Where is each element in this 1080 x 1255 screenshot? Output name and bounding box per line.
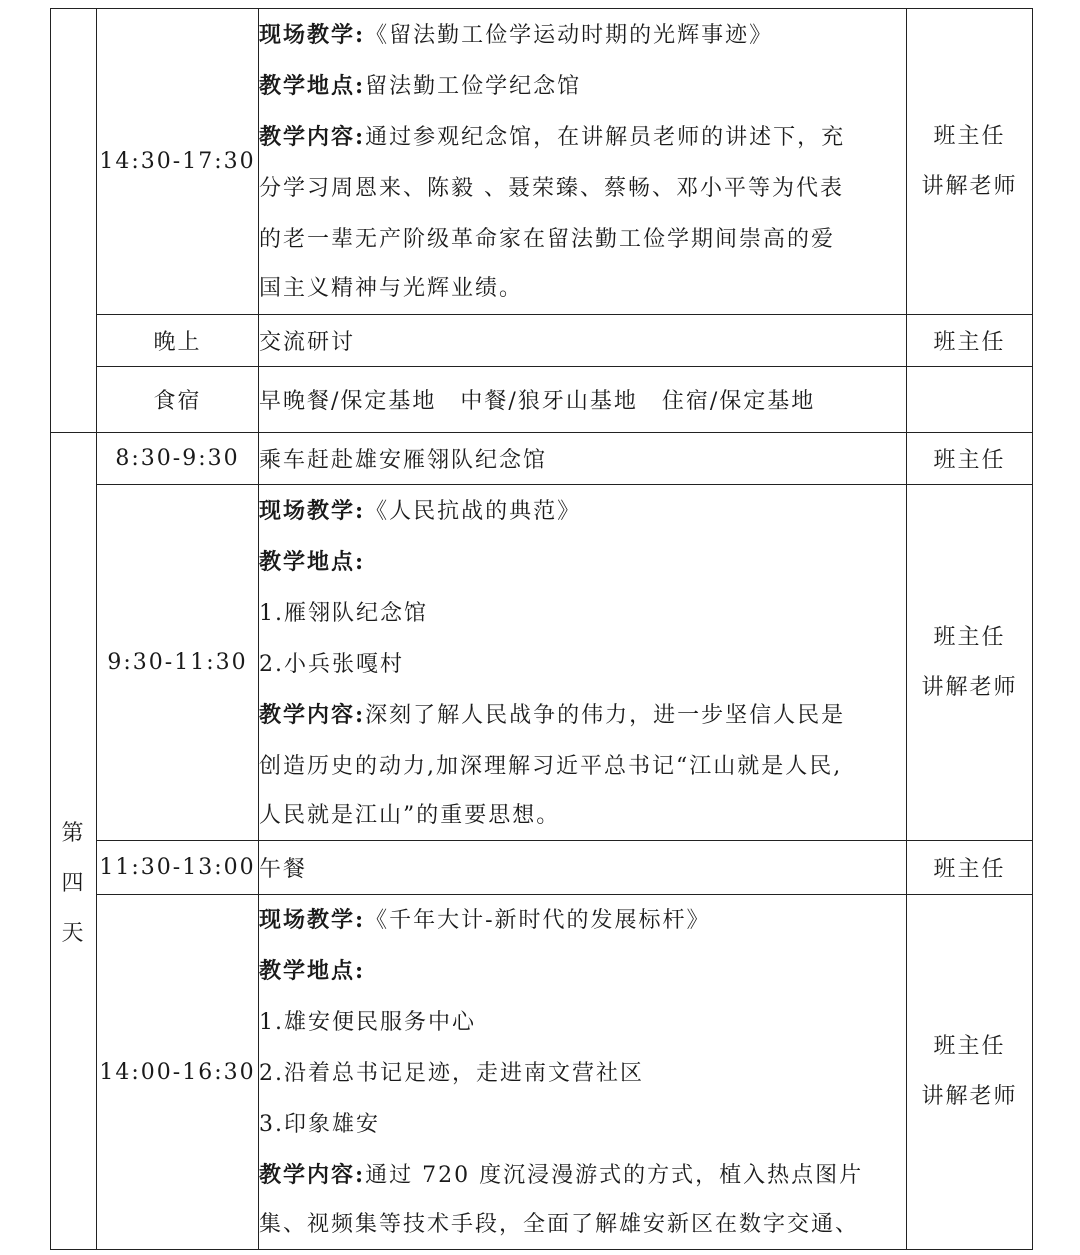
place-item: 3.印象雄安 bbox=[259, 1112, 380, 1137]
content-cell: 乘车赶赴雄安雁翎队纪念馆 bbox=[259, 433, 907, 485]
time-cell: 11:30-13:00 bbox=[97, 841, 259, 895]
teaching-content-line: 集、视频集等技术手段，全面了解雄安新区在数字交通、 bbox=[259, 1212, 860, 1237]
schedule-row bbox=[51, 9, 1033, 315]
activity-title-line: 现场教学:《留法勤工俭学运动时期的光辉事迹》 bbox=[259, 22, 774, 48]
staff-cell bbox=[907, 9, 1033, 315]
staff-cell: 班主任 bbox=[907, 841, 1033, 895]
time-cell: 食宿 bbox=[97, 367, 259, 433]
staff-name: 班主任 bbox=[933, 1034, 1006, 1059]
time-cell: 8:30-9:30 bbox=[97, 433, 259, 485]
schedule-row bbox=[51, 315, 1033, 367]
teaching-content-line: 教学内容:通过参观纪念馆，在讲解员老师的讲述下，充 bbox=[259, 124, 846, 150]
time-cell: 9:30-11:30 bbox=[97, 485, 259, 841]
content-cell bbox=[259, 485, 907, 841]
place-item: 1.雁翎队纪念馆 bbox=[259, 600, 428, 626]
content-cell bbox=[259, 895, 907, 1250]
place-item: 1.雄安便民服务中心 bbox=[259, 1010, 476, 1035]
staff-cell bbox=[907, 367, 1033, 433]
staff-name: 班主任 bbox=[933, 123, 1006, 149]
place-item: 2.小兵张嘎村 bbox=[259, 651, 404, 677]
time-cell: 14:30-17:30 bbox=[97, 9, 259, 315]
staff-name: 讲解老师 bbox=[921, 674, 1018, 700]
staff-name: 讲解老师 bbox=[921, 1084, 1018, 1109]
teaching-content-line: 创造历史的动力,加深理解习近平总书记“江山就是人民, bbox=[259, 753, 843, 779]
content-cell: 早晚餐/保定基地 中餐/狼牙山基地 住宿/保定基地 bbox=[259, 367, 907, 433]
teaching-content-line: 国主义精神与光辉业绩。 bbox=[259, 276, 524, 301]
schedule-table bbox=[50, 8, 1033, 1250]
schedule-row bbox=[51, 367, 1033, 433]
teaching-place-line: 教学地点: bbox=[259, 958, 366, 984]
staff-cell bbox=[907, 895, 1033, 1250]
teaching-place-line: 教学地点: bbox=[259, 548, 366, 575]
teaching-content-line: 教学内容:深刻了解人民战争的伟力，进一步坚信人民是 bbox=[259, 701, 846, 728]
day-label: 第 四 天 bbox=[51, 433, 97, 1250]
content-cell: 午餐 bbox=[259, 841, 907, 895]
schedule-row bbox=[51, 841, 1033, 895]
schedule-row bbox=[51, 485, 1033, 841]
teaching-content-line: 教学内容:通过 720 度沉浸漫游式的方式，植入热点图片 bbox=[259, 1162, 864, 1188]
staff-name: 讲解老师 bbox=[921, 173, 1018, 199]
staff-cell: 班主任 bbox=[907, 433, 1033, 485]
time-cell: 晚上 bbox=[97, 315, 259, 367]
schedule-row bbox=[51, 895, 1033, 1250]
staff-cell bbox=[907, 485, 1033, 841]
place-item: 2.沿着总书记足迹，走进南文营社区 bbox=[259, 1061, 644, 1086]
schedule-row bbox=[51, 433, 1033, 485]
day-cell-previous bbox=[51, 9, 97, 433]
teaching-place-line: 教学地点:留法勤工俭学纪念馆 bbox=[259, 73, 582, 99]
teaching-content-line: 分学习周恩来、陈毅 、聂荣臻、蔡畅、邓小平等为代表 bbox=[259, 176, 844, 201]
content-cell bbox=[259, 9, 907, 315]
staff-name: 班主任 bbox=[933, 624, 1006, 650]
teaching-content-line: 人民就是江山”的重要思想。 bbox=[259, 802, 561, 828]
activity-title-line: 现场教学:《人民抗战的典范》 bbox=[259, 497, 582, 524]
time-cell: 14:00-16:30 bbox=[97, 895, 259, 1250]
activity-title-line: 现场教学:《千年大计-新时代的发展标杆》 bbox=[259, 907, 711, 933]
content-cell: 交流研讨 bbox=[259, 315, 907, 367]
staff-cell: 班主任 bbox=[907, 315, 1033, 367]
teaching-content-line: 的老一辈无产阶级革命家在留法勤工俭学期间崇高的爱 bbox=[259, 227, 836, 252]
